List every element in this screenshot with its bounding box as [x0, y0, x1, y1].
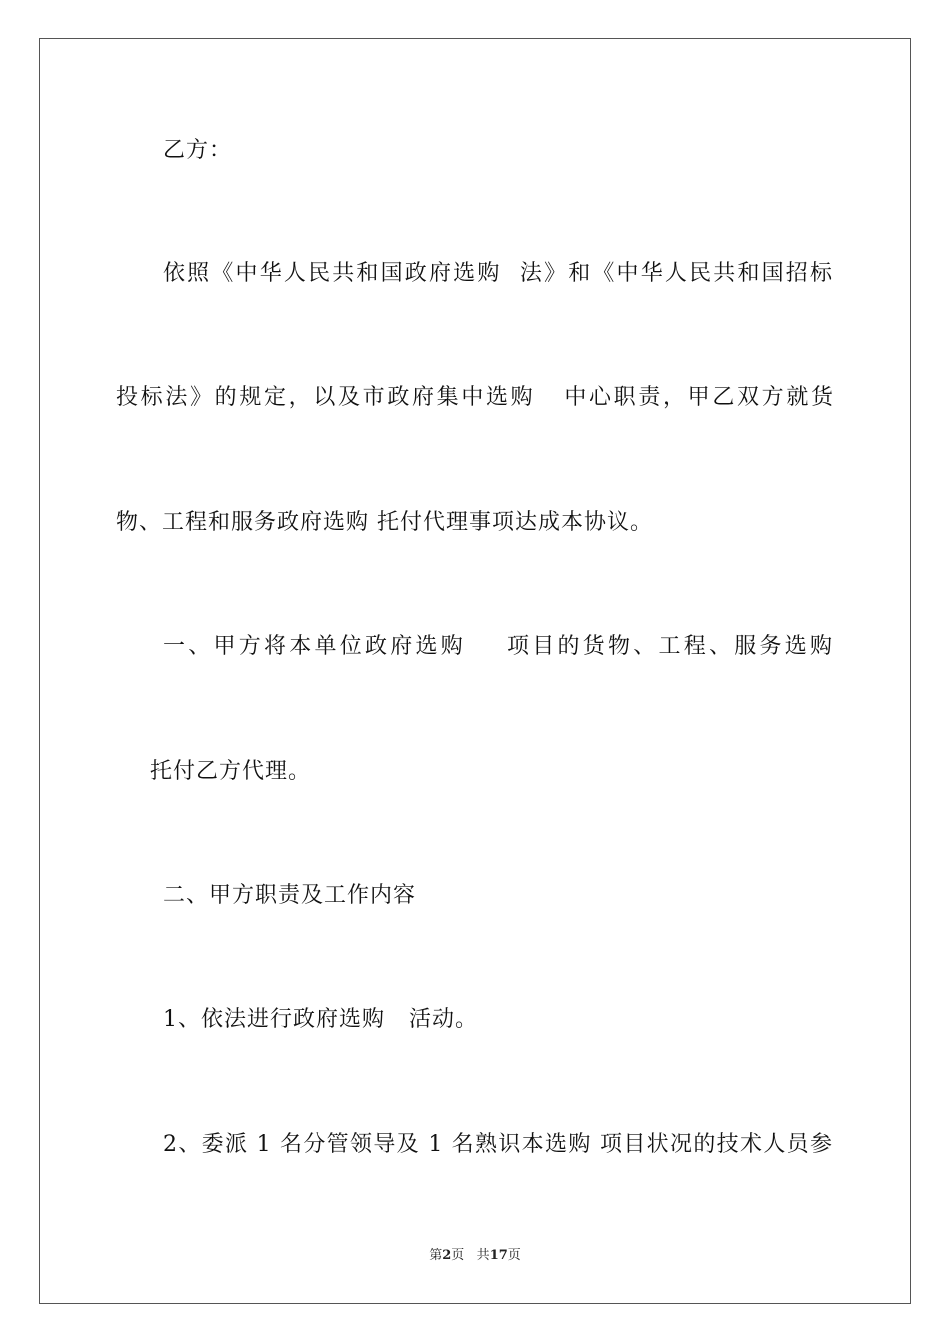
footer-page-number: 2 — [442, 1248, 452, 1263]
footer-page-prefix: 第 — [429, 1248, 443, 1263]
list-item: 1、依法进行政府选购 活动。 — [163, 1007, 478, 1032]
paragraph-line: 投标法》的规定，以及市政府集中选购 中心职责，甲乙双方就货 — [116, 385, 834, 410]
section-heading-2: 二、甲方职责及工作内容 — [163, 883, 417, 908]
party-b-label: 乙方： — [163, 138, 233, 163]
footer-page-suffix: 页 — [451, 1248, 465, 1263]
paragraph-line: 依照《中华人民共和国政府选购 法》和《中华人民共和国招标 — [163, 261, 833, 286]
list-item: 2、委派 1 名分管领导及 1 名熟识本选购 项目状况的技术人员参 — [163, 1132, 833, 1157]
footer-total-prefix: 共 — [476, 1248, 490, 1263]
paragraph-line: 物、工程和服务政府选购 托付代理事项达成本协议。 — [116, 510, 653, 535]
footer-total-pages: 17 — [489, 1248, 508, 1263]
section-heading-1: 一、甲方将本单位政府选购 项目的货物、工程、服务选购 — [163, 634, 833, 659]
page-footer — [0, 1247, 950, 1265]
page-border — [39, 38, 911, 1304]
paragraph-line: 托付乙方代理。 — [150, 759, 312, 784]
footer-total-suffix: 页 — [507, 1248, 521, 1263]
